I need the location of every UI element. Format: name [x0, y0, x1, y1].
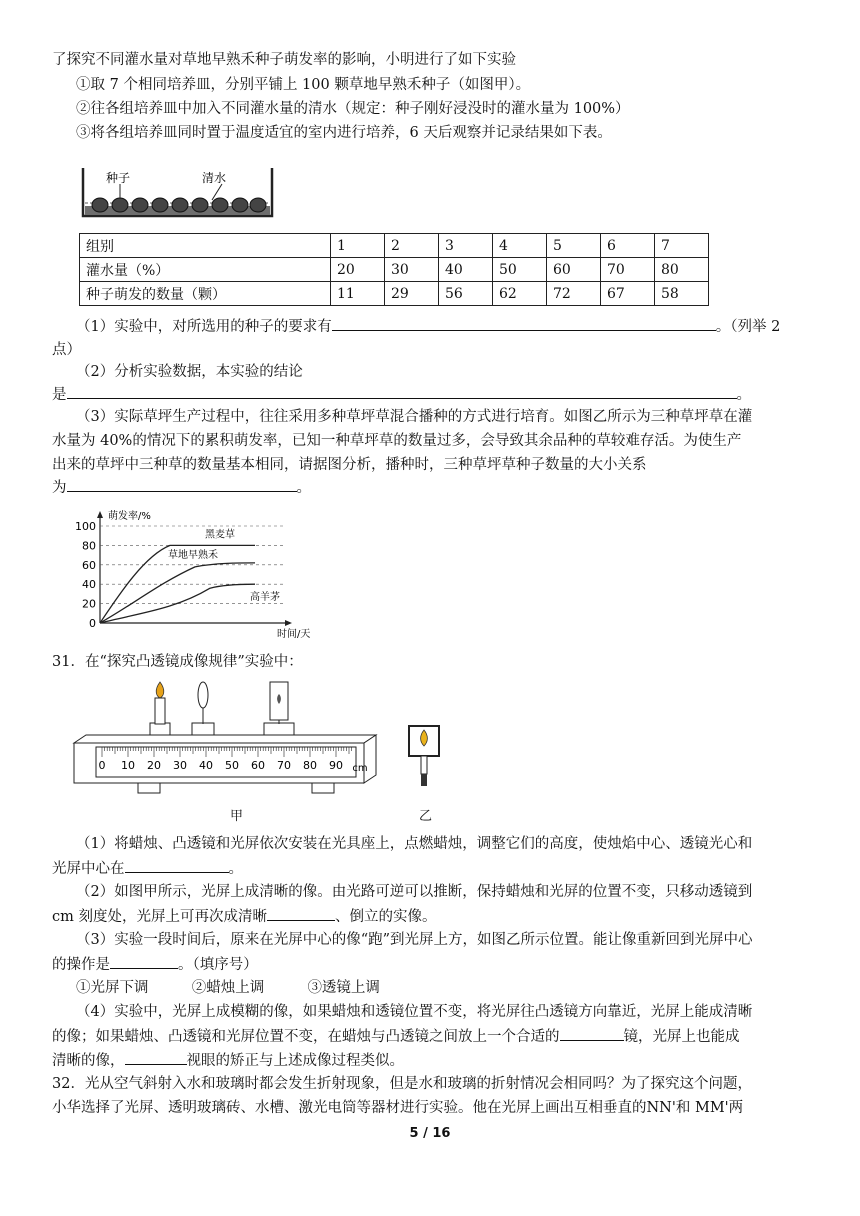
section-31-title: 31．在“探究凸透镜成像规律”实验中： — [52, 654, 303, 670]
table-row — [80, 234, 709, 258]
table-cell: 2 — [385, 234, 439, 258]
bench-question-2: （2）如图甲所示，光屏上成清晰的像。由光路可逆可以推断，保持蜡烛和光屏的位置不变，只移动透镜到 — [76, 884, 753, 900]
table-cell: 3 — [439, 234, 493, 258]
bench-question-4: （4）实验中，光屏上成模糊的像，如果蜡烛和透镜位置不变，将光屏往凸透镜方向靠近，光屏上能成清晰 — [76, 1004, 753, 1020]
y-tick-label: 40 — [82, 578, 96, 592]
row-header: 种子萌发的数量（颗） — [80, 282, 331, 306]
x-axis-label: 时间/天 — [277, 629, 311, 640]
answer-blank[interactable] — [332, 315, 716, 331]
section-32-text: 32．光从空气斜射入水和玻璃时都会发生折射现象，但是水和玻璃的折射情况会相同吗？为了探究这个问题， — [52, 1076, 752, 1092]
question-text: cm 刻度处，光屏上可再次成清晰 — [52, 909, 267, 925]
option-1: ①光屏下调 — [76, 980, 149, 996]
question-1-cont: 点） — [52, 342, 81, 358]
options-row — [76, 977, 380, 999]
x-axis-arrow — [285, 620, 292, 626]
table-cell: 70 — [601, 258, 655, 282]
y-axis-label: 萌发率/% — [108, 511, 151, 522]
step-2: ②往各组培养皿中加入不同灌水量的清水（规定：种子刚好浸没时的灌水量为 100%） — [76, 101, 630, 117]
answer-blank[interactable] — [67, 383, 737, 399]
question-text: 。 — [228, 861, 243, 877]
table-cell: 5 — [547, 234, 601, 258]
bench-question-2-cont — [52, 905, 436, 928]
seed-label: 种子 — [106, 171, 131, 185]
table-cell: 4 — [493, 234, 547, 258]
table-cell: 56 — [439, 282, 493, 306]
series-line — [100, 563, 255, 623]
question-1 — [76, 315, 780, 338]
table-cell: 1 — [331, 234, 385, 258]
table-cell: 67 — [601, 282, 655, 306]
answer-blank[interactable] — [110, 953, 178, 969]
bench-tick-label: 50 — [225, 759, 239, 772]
table-cell: 7 — [655, 234, 709, 258]
caption-yi: 乙 — [419, 809, 433, 824]
screen-figure — [405, 722, 445, 790]
answer-blank[interactable] — [560, 1025, 624, 1041]
bench-tick-label: 0 — [98, 759, 106, 772]
bench-question-1-cont — [52, 857, 243, 880]
y-tick-label: 0 — [89, 617, 96, 630]
question-text: 的操作是 — [52, 957, 110, 973]
question-text: 为 — [52, 480, 67, 496]
y-tick-label: 100 — [75, 520, 96, 533]
germination-table — [79, 233, 709, 306]
page-number: 5 / 16 — [409, 1126, 451, 1141]
answer-blank[interactable] — [125, 1049, 187, 1065]
intro-line: 了探究不同灌水量对草地早熟禾种子萌发率的影响，小明进行了如下实验 — [52, 52, 516, 68]
table-cell: 72 — [547, 282, 601, 306]
question-2: （2）分析实验数据，本实验的结论 — [76, 364, 303, 380]
question-text: 清晰的像， — [52, 1053, 125, 1069]
question-text: 。（填序号） — [178, 957, 258, 973]
step-3: ③将各组培养皿同时置于温度适宜的室内进行培养，6 天后观察并记录结果如下表。 — [76, 125, 612, 141]
option-2: ②蜡烛上调 — [191, 980, 265, 996]
table-cell: 50 — [493, 258, 547, 282]
y-tick-label: 80 — [82, 539, 96, 553]
question-text: 。（列举 2 — [715, 319, 781, 335]
row-header: 组别 — [80, 234, 331, 258]
bench-question-3: （3）实验一段时间后，原来在光屏中心的像“跑”到光屏上方，如图乙所示位置。能让像重新回到光屏中心 — [76, 932, 753, 948]
water-label: 清水 — [202, 171, 227, 185]
series-label: 高羊茅 — [250, 592, 280, 604]
caption-jia: 甲 — [230, 809, 244, 824]
question-text: 镜，光屏上也能成 — [623, 1029, 740, 1045]
y-axis-arrow — [97, 511, 103, 518]
row-header: 灌水量（%） — [80, 258, 331, 282]
series-label: 草地早熟禾 — [168, 549, 218, 561]
bench-question-4-cont2 — [52, 1049, 404, 1072]
table-cell: 40 — [439, 258, 493, 282]
answer-blank[interactable] — [125, 857, 229, 873]
question-text: 的像；如果蜡烛、凸透镜和光屏位置不变，在蜡烛与凸透镜之间放上一个合适的 — [52, 1029, 560, 1045]
y-tick-label: 60 — [82, 558, 96, 572]
option-3: ③透镜上调 — [307, 980, 380, 996]
answer-blank[interactable] — [67, 476, 297, 492]
table-cell: 60 — [547, 258, 601, 282]
bench-question-4-cont — [52, 1025, 740, 1048]
table-cell: 11 — [331, 282, 385, 306]
question-text: 。 — [736, 387, 751, 403]
table-row — [80, 258, 709, 282]
bench-tick-label: 30 — [173, 759, 187, 772]
series-label: 黑麦草 — [205, 529, 235, 541]
question-3-answer — [52, 476, 311, 499]
table-cell: 20 — [331, 258, 385, 282]
table-cell: 30 — [385, 258, 439, 282]
question-text: 光屏中心在 — [52, 861, 125, 877]
question-3-cont: 水量为 40%的情况下的累积萌发率，已知一种草坪草的数量过多，会导致其余品种的草较难存活。为使生产 — [52, 433, 742, 449]
bench-tick-label: 40 — [199, 759, 213, 772]
question-text: 。 — [296, 480, 311, 496]
question-text: 、倒立的实像。 — [334, 909, 437, 925]
step-1: ①取 7 个相同培养皿，分别平铺上 100 颗草地早熟禾种子（如图甲）。 — [76, 77, 531, 93]
answer-blank[interactable] — [267, 905, 335, 921]
bench-unit-label: cm — [352, 763, 368, 774]
question-text: 是 — [52, 387, 67, 403]
table-cell: 58 — [655, 282, 709, 306]
question-text: 视眼的矫正与上述成像过程类似。 — [186, 1053, 404, 1069]
table-cell: 6 — [601, 234, 655, 258]
y-tick-label: 20 — [82, 597, 96, 611]
petri-dish-figure — [80, 166, 280, 224]
optical-bench-figure — [72, 680, 382, 800]
table-row — [80, 282, 709, 306]
bench-tick-label: 70 — [277, 759, 291, 772]
bench-question-1: （1）将蜡烛、凸透镜和光屏依次安装在光具座上，点燃蜡烛，调整它们的高度，使烛焰中心、透镜光心和 — [76, 836, 753, 852]
question-3-cont: 出来的草坪中三种草的数量基本相同，请据图分析，播种时，三种草坪草种子数量的大小关系 — [52, 457, 647, 473]
table-cell: 29 — [385, 282, 439, 306]
section-32-text-cont: 小华选择了光屏、透明玻璃砖、水槽、激光电筒等器材进行实验。他在光屏上画出互相垂直的NN'和 MM'两 — [52, 1100, 744, 1116]
germination-chart — [70, 508, 340, 640]
question-2-cont — [52, 383, 751, 406]
bench-tick-label: 90 — [329, 759, 343, 772]
question-3: （3）实际草坪生产过程中，往往采用多种草坪草混合播种的方式进行培育。如图乙所示为三种草坪草在灌 — [76, 409, 753, 425]
table-cell: 80 — [655, 258, 709, 282]
bench-tick-label: 60 — [251, 759, 265, 772]
table-cell: 62 — [493, 282, 547, 306]
bench-question-3-cont — [52, 953, 258, 976]
bench-tick-label: 20 — [147, 759, 161, 772]
question-text: （1）实验中，对所选用的种子的要求有 — [76, 319, 332, 335]
bench-tick-label: 80 — [303, 759, 317, 772]
bench-tick-label: 10 — [121, 759, 135, 772]
